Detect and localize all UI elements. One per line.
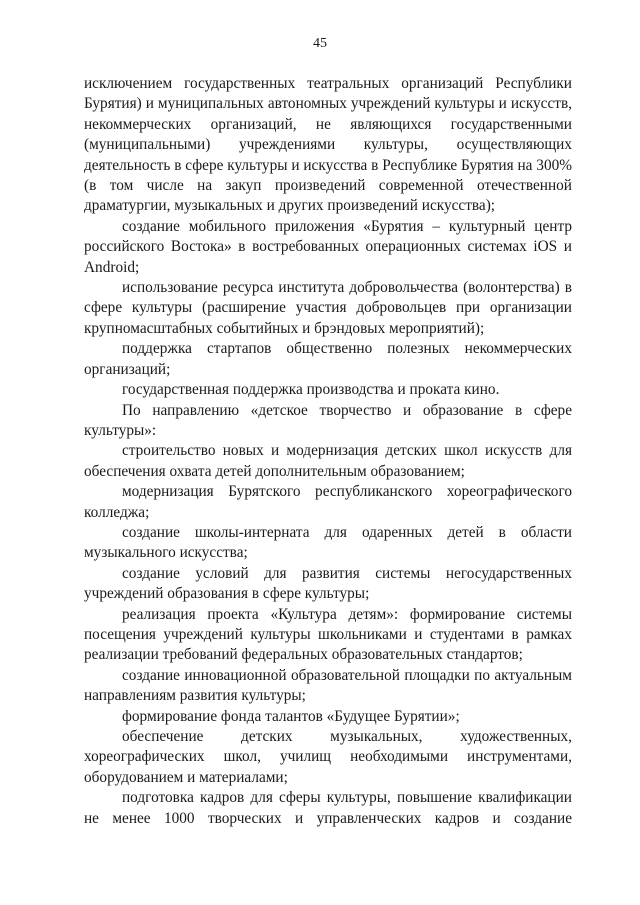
paragraph-talent-fund: формирование фонда талантов «Будущее Бурятии»; bbox=[122, 707, 460, 725]
paragraph-startups: поддержка стартапов общественно полезных некоммерческих организаций; bbox=[84, 340, 572, 378]
paragraph-continuation: исключением государственных театральных организаций Республики Бурятия) и муниципальных автономных учреждений культуры и искусств, некоммерческих организаций, не являющихся государственными (муниципальными) учреждениями культуры, осуществляющих деятельность в сфере культуры и искусства в Республике Бурятия на 300% (в том числе на закуп произведений современной отечественной драматургии, музыкальных и других произведений искусства); bbox=[84, 75, 572, 215]
page-number: 45 bbox=[313, 36, 327, 51]
paragraph-school-equipment: обеспечение детских музыкальных, художественных, хореографических школ, училищ необходимыми инструментами, оборудованием и материалами; bbox=[84, 728, 572, 786]
body-text bbox=[84, 74, 572, 829]
paragraph-art-schools: строительство новых и модернизация детских школ искусств для обеспечения охвата детей дополнительным образованием; bbox=[84, 442, 572, 480]
paragraph-boarding-school: создание школы-интерната для одаренных детей в области музыкального искусства; bbox=[84, 523, 572, 562]
paragraph-culture-for-children: реализация проекта «Культура детям»: формирование системы посещения учреждений культуры школьниками и студентами в рамках реализации требований федеральных образовательных стандартов; bbox=[84, 605, 572, 664]
paragraph-mobile-app: создание мобильного приложения «Бурятия – культурный центр российского Востока» в востребованных операционных системах iOS и Android; bbox=[84, 217, 572, 276]
paragraph-film-support: государственная поддержка производства и проката кино. bbox=[122, 381, 500, 399]
paragraph-volunteering: использование ресурса института добровольчества (волонтерства) в сфере культуры (расширение участия добровольцев при организации крупномасштабных событийных и брэндовых мероприятий); bbox=[84, 279, 572, 337]
paragraph-non-state-institutions: создание условий для развития системы негосударственных учреждений образования в сфере культуры; bbox=[84, 564, 572, 603]
paragraph-staff-training: подготовка кадров для сферы культуры, повышение квалификации не менее 1000 творческих и управленческих кадров и создание bbox=[84, 789, 572, 827]
paragraph-section-heading: По направлению «детское творчество и образование в сфере культуры»: bbox=[84, 401, 572, 439]
paragraph-choreographic-college: модернизация Бурятского республиканского хореографического колледжа; bbox=[84, 483, 572, 521]
paragraph-innovation-platform: создание инновационной образовательной площадки по актуальным направлениям развития культуры; bbox=[84, 666, 572, 705]
